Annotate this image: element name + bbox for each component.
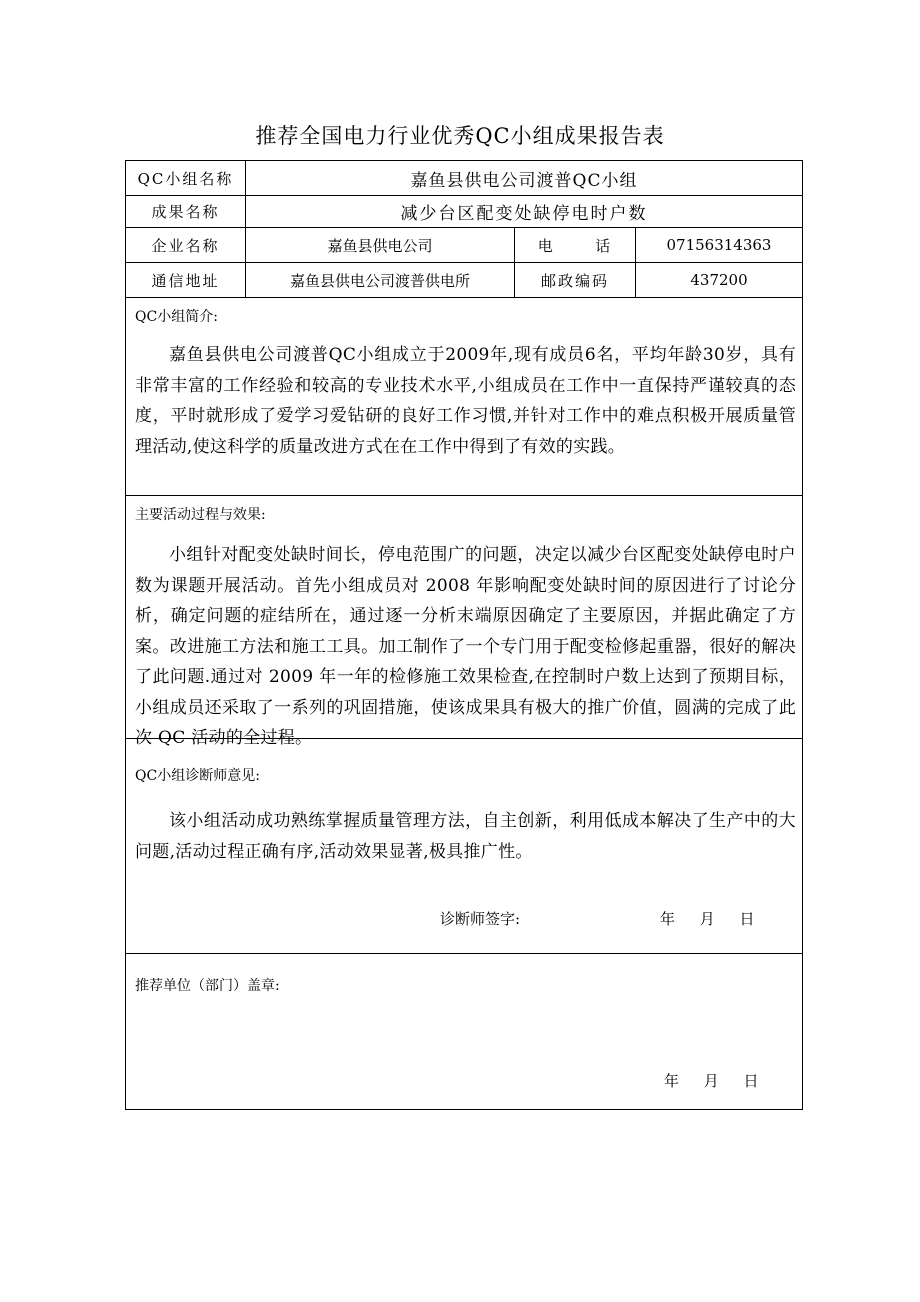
group-name-value: 嘉鱼县供电公司渡普QC小组 [246,161,803,196]
address-label: 通信地址 [126,263,246,298]
form-title: 推荐全国电力行业优秀QC小组成果报告表 [255,124,665,148]
company-label: 企业名称 [126,228,246,263]
row-recommend [126,954,803,1110]
phone-value: 07156314363 [636,228,803,263]
postcode-label: 邮政编码 [515,263,636,298]
diagnostician-signature-label: 诊断师签字: [440,910,521,928]
diagnosis-heading: QC小组诊断师意见: [135,768,260,784]
intro-section [126,298,803,496]
report-form [125,160,803,1110]
row-address [126,263,803,298]
process-text: 小组针对配变处缺时间长，停电范围广的问题，决定以减少台区配变处缺停电时户数为课题开展活动。首先小组成员对 2008 年影响配变处缺时间的原因进行了讨论分析，确定问题的症结所在，通过逐一分析末端原因确定了主要原因，并据此确定了方案。改进施工方法和施工工具。加工制作了一个专门用于配变检修起重器，很好的解决了此问题.通过对 2009 年一年的检修施工效果检查,在控制时户数上达到了预期目标，小组成员还采取了一系列的巩固措施，使该成果具有极大的推广价值，圆满的完成了此次 QC 活动的全过程。 [135,545,796,748]
row-process [126,496,803,739]
result-name-label: 成果名称 [126,196,246,228]
intro-heading: QC小组简介: [135,309,218,325]
result-name-value: 减少台区配变处缺停电时户数 [246,196,803,228]
intro-text: 嘉鱼县供电公司渡普QC小组成立于2009年,现有成员6名，平均年龄30岁，具有非常丰富的工作经验和较高的专业技术水平,小组成员在工作中一直保持严谨较真的态度，平时就形成了爱学习爱钻研的良好工作习惯,并针对工作中的难点积极开展质量管理活动,使这科学的质量改进方式在在工作中得到了有效的实践。 [135,345,796,457]
process-heading: 主要活动过程与效果: [135,507,266,523]
recommend-date: 年 月 日 [664,1072,759,1090]
recommend-heading: 推荐单位（部门）盖章: [135,978,280,994]
company-value: 嘉鱼县供电公司 [246,228,515,263]
postcode-value: 437200 [636,263,803,298]
row-group-name [126,161,803,196]
diagnosis-section [126,739,803,954]
group-name-label: QC小组名称 [126,161,246,196]
row-diagnosis [126,739,803,954]
diagnosis-date: 年 月 日 [660,910,755,928]
row-result-name [126,196,803,228]
row-intro [126,298,803,496]
row-company [126,228,803,263]
recommend-section [126,954,803,1110]
phone-label: 电 话 [515,228,636,263]
process-section [126,496,803,748]
diagnosis-text: 该小组活动成功熟练掌握质量管理方法，自主创新，利用低成本解决了生产中的大问题,活动过程正确有序,活动效果显著,极具推广性。 [135,811,796,862]
address-value: 嘉鱼县供电公司渡普供电所 [246,263,515,298]
